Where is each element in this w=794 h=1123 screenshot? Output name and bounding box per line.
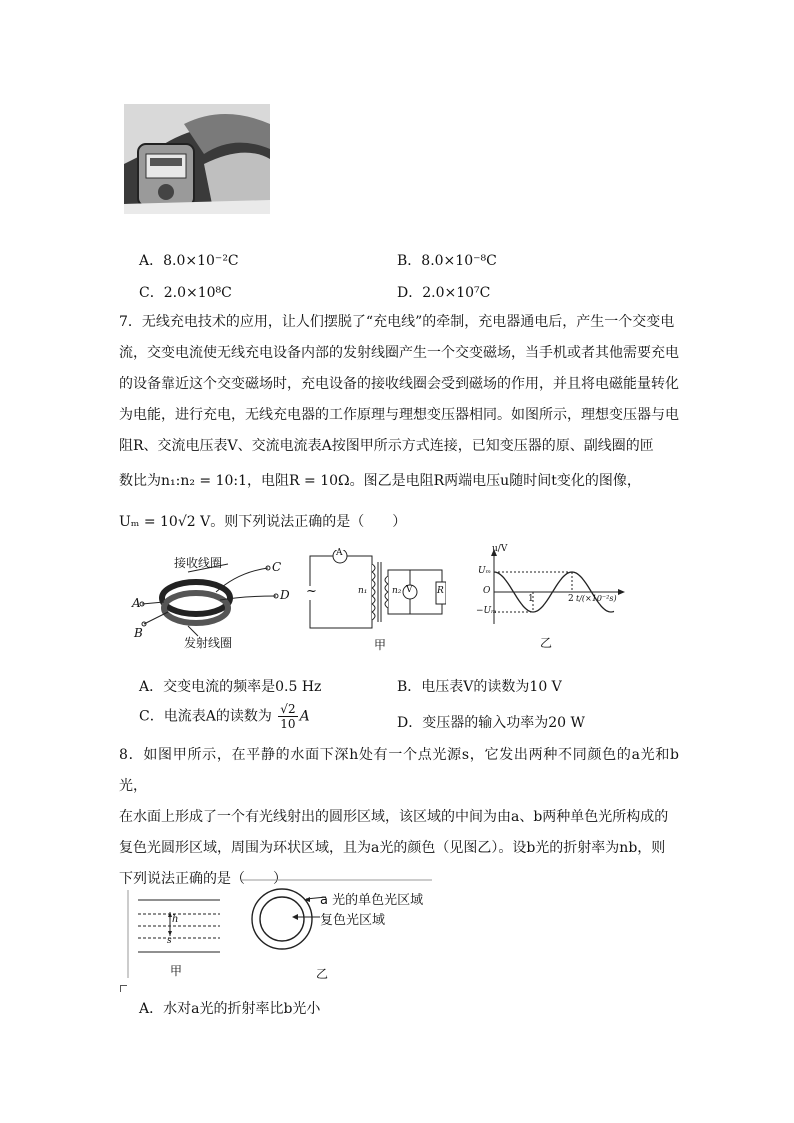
coil-terminal-b: B	[134, 626, 143, 640]
ring-figure	[240, 879, 432, 983]
q7-question	[119, 307, 679, 538]
wave-origin-label: O	[483, 586, 491, 596]
coil-bottom-label: 发射线圈	[184, 636, 233, 650]
coil-terminal-c: C	[272, 560, 282, 574]
q7-option-d: D．变压器的输入功率为20 W	[397, 715, 585, 731]
n1-label: n₁	[358, 586, 368, 596]
q8-line: 下列说法正确的是（ ）	[119, 871, 287, 887]
q8-line: 在水面上形成了一个有光线射出的圆形区域，该区域的中间为由a、b两种单色光所构成的	[119, 809, 669, 825]
q7-line: 为电能，进行充电，无线充电器的工作原理与理想变压器相同。如图所示，理想变压器与电	[119, 407, 679, 423]
coil-top-label: 接收线圈	[174, 556, 223, 570]
q8-option-a: A．水对a光的折射率比b光小	[139, 1001, 321, 1017]
point-source-label: s	[167, 936, 172, 946]
resistor-label: R	[437, 586, 444, 596]
ac-source-icon: ~	[306, 584, 317, 599]
q7-option-a: A．交变电流的频率是0.5 Hz	[139, 679, 322, 695]
coil-figure	[128, 552, 288, 652]
q6-option-b: B．8.0×10⁻⁸C	[397, 253, 497, 269]
wave-caption: 乙	[540, 636, 553, 650]
q7-line: 的设备靠近这个交变磁场时，充电设备的接收线圈会受到磁场的作用，并且将电磁能量转化	[119, 376, 679, 392]
waveform-figure	[476, 544, 626, 652]
wave-xlabel: t/(×10⁻²s)	[576, 594, 617, 603]
depth-h-label: h	[172, 914, 179, 925]
wave-ylabel: u/V	[492, 544, 508, 554]
ammeter-icon: A	[336, 548, 343, 558]
q7-option-c-fraction: $\frac{√2}{10}$	[280, 702, 296, 731]
q7-line: 数比为n₁:n₂ = 10:1，电阻R = 10Ω。图乙是电阻R两端电压u随时间t变化的图像，	[119, 473, 641, 489]
multimeter-photo	[124, 104, 270, 214]
q8-line: 复色光圆形区域，周围为环状区域，且为a光的颜色（见图乙）。设b光的折射率为nb，则	[119, 840, 666, 856]
circuit-caption: 甲	[374, 638, 387, 652]
page-corner-mark	[120, 985, 127, 992]
water-figure	[126, 890, 226, 980]
q8-question	[119, 740, 679, 895]
q7-line: 阻R、交流电压表V、交流电流表A按图甲所示方式连接，已知变压器的原、副线圈的匝	[119, 438, 654, 454]
q6-option-d: D．2.0×10⁷C	[397, 285, 491, 301]
voltmeter-icon: V	[406, 585, 413, 595]
n2-label: n₂	[392, 586, 402, 596]
q7-line: Uₘ = 10√2 V。则下列说法正确的是（ ）	[119, 514, 407, 530]
water-caption: 甲	[170, 964, 183, 978]
ring-inner-label: 复色光区域	[320, 913, 386, 928]
wave-neg-um-label: −Uₘ	[476, 606, 497, 616]
ring-outer-label: a 光的单色光区域	[320, 893, 424, 908]
q6-option-c: C．2.0×10⁸C	[139, 285, 232, 301]
coil-terminal-d: D	[280, 588, 290, 602]
q7-option-b: B．电压表V的读数为10 V	[397, 679, 562, 695]
wave-um-label: Uₘ	[478, 566, 492, 576]
q7-line: 流，交变电流使无线充电设备内部的发射线圈产生一个交变磁场，当手机或者其他需要充电	[119, 345, 679, 361]
wave-tick-2: 2	[568, 594, 574, 604]
ring-caption: 乙	[316, 967, 329, 981]
q8-line: 8．如图甲所示，在平静的水面下深h处有一个点光源s，它发出两种不同颜色的a光和b光，	[119, 747, 679, 794]
q6-option-a: A．8.0×10⁻²C	[139, 253, 239, 269]
coil-terminal-a: A	[132, 596, 141, 610]
q7-line: 7．无线充电技术的应用，让人们摆脱了“充电线”的牵制，充电器通电后，产生一个交变电	[119, 314, 675, 330]
wave-tick-1: 1	[528, 594, 534, 604]
q7-option-c: C．电流表A的读数为 $\frac{√2}{10}$ A	[139, 702, 310, 731]
circuit-figure	[306, 550, 446, 652]
